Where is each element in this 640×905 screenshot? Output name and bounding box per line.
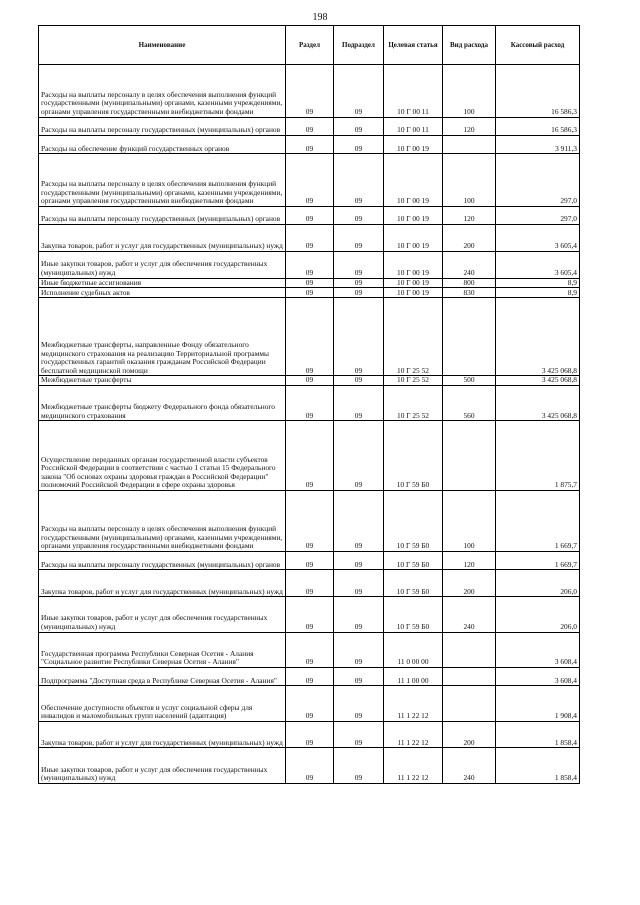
row-article-cell: 10 Г 00 19 <box>384 154 443 207</box>
table-row <box>39 117 580 135</box>
row-subsection-cell: 09 <box>334 224 384 251</box>
row-expense-type-cell: 120 <box>443 117 496 135</box>
row-amount-cell: 1 669,7 <box>496 490 580 551</box>
row-name-cell: Осуществление переданных органам государственной власти субъектов Российской Федерации в соответствии с частью 1 статьи 15 Федерального закона "Об основах охраны здоровья граждан в Российской Федерации" полномочий Российской Федерации в сфере охраны здоровья <box>39 421 286 491</box>
row-name-cell: Межбюджетные трансферты бюджету Федерального фонда обязательного медицинского страхования <box>39 385 286 420</box>
table-row <box>39 376 580 386</box>
row-amount-cell: 3 911,3 <box>496 135 580 153</box>
row-subsection-cell: 09 <box>334 721 384 748</box>
row-article-cell: 10 Г 25 52 <box>384 385 443 420</box>
row-subsection-cell: 09 <box>334 385 384 420</box>
row-name-cell: Расходы на выплаты персоналу в целях обеспечения выполнения функций государственными (муниципальными) органами, казенными учреждениями, органами управления государственными внебюджетными фондами <box>39 490 286 551</box>
row-expense-type-cell: 240 <box>443 748 496 783</box>
row-subsection-cell: 09 <box>334 570 384 597</box>
row-article-cell: 11 1 00 00 <box>384 667 443 685</box>
table-row <box>39 224 580 251</box>
row-expense-type-cell <box>443 686 496 721</box>
row-amount-cell: 297,0 <box>496 206 580 224</box>
row-subsection-cell: 09 <box>334 251 384 278</box>
row-name-cell: Расходы на обеспечение функций государственных органов <box>39 135 286 153</box>
row-subsection-cell: 09 <box>334 490 384 551</box>
row-amount-cell: 8,9 <box>496 278 580 288</box>
row-subsection-cell: 09 <box>334 376 384 386</box>
row-section-cell: 09 <box>286 135 334 153</box>
budget-table <box>38 25 580 784</box>
row-amount-cell: 3 605,4 <box>496 224 580 251</box>
table-row <box>39 686 580 721</box>
row-expense-type-cell: 200 <box>443 224 496 251</box>
row-amount-cell: 1 858,4 <box>496 748 580 783</box>
row-subsection-cell: 09 <box>334 288 384 298</box>
table-row <box>39 490 580 551</box>
row-subsection-cell: 09 <box>334 632 384 667</box>
row-amount-cell: 3 425 068,8 <box>496 385 580 420</box>
row-name-cell: Иные закупки товаров, работ и услуг для обеспечения государственных (муниципальных) нужд <box>39 748 286 783</box>
table-row <box>39 667 580 685</box>
row-section-cell: 09 <box>286 288 334 298</box>
row-section-cell: 09 <box>286 421 334 491</box>
row-section-cell: 09 <box>286 721 334 748</box>
row-section-cell: 09 <box>286 667 334 685</box>
row-section-cell: 09 <box>286 251 334 278</box>
row-section-cell: 09 <box>286 278 334 288</box>
row-section-cell: 09 <box>286 490 334 551</box>
row-name-cell: Расходы на выплаты персоналу в целях обеспечения выполнения функций государственными (муниципальными) органами, казенными учреждениями, органами управления государственными внебюджетными фондами <box>39 154 286 207</box>
row-article-cell: 10 Г 00 11 <box>384 117 443 135</box>
row-article-cell: 10 Г 59 Б0 <box>384 570 443 597</box>
row-name-cell: Иные бюджетные ассигнования <box>39 278 286 288</box>
page-number: 198 <box>312 12 328 23</box>
row-subsection-cell: 09 <box>334 206 384 224</box>
row-subsection-cell: 09 <box>334 117 384 135</box>
row-name-cell: Иные закупки товаров, работ и услуг для обеспечения государственных (муниципальных) нужд <box>39 251 286 278</box>
row-amount-cell: 3 608,4 <box>496 632 580 667</box>
row-name-cell: Закупка товаров, работ и услуг для государственных (муниципальных) нужд <box>39 721 286 748</box>
row-section-cell: 09 <box>286 552 334 570</box>
table-row <box>39 251 580 278</box>
row-article-cell: 10 Г 00 19 <box>384 135 443 153</box>
row-subsection-cell: 09 <box>334 135 384 153</box>
row-section-cell: 09 <box>286 376 334 386</box>
row-article-cell: 10 Г 59 Б0 <box>384 597 443 632</box>
table-row <box>39 154 580 207</box>
row-expense-type-cell: 100 <box>443 65 496 118</box>
row-expense-type-cell <box>443 667 496 685</box>
row-expense-type-cell <box>443 298 496 376</box>
table-row <box>39 632 580 667</box>
row-subsection-cell: 09 <box>334 154 384 207</box>
row-amount-cell: 8,9 <box>496 288 580 298</box>
row-section-cell: 09 <box>286 224 334 251</box>
column-header-cash-expense: Кассовый расход <box>496 26 580 65</box>
row-article-cell: 10 Г 00 19 <box>384 278 443 288</box>
row-expense-type-cell <box>443 632 496 667</box>
row-name-cell: Расходы на выплаты персоналу в целях обеспечения выполнения функций государственными (муниципальными) органами, казенными учреждениями, органами управления государственными внебюджетными фондами <box>39 65 286 118</box>
row-amount-cell: 3 605,4 <box>496 251 580 278</box>
row-article-cell: 10 Г 00 11 <box>384 65 443 118</box>
row-expense-type-cell: 560 <box>443 385 496 420</box>
row-name-cell: Расходы на выплаты персоналу государственных (муниципальных) органов <box>39 117 286 135</box>
row-amount-cell: 3 425 068,8 <box>496 298 580 376</box>
table-row <box>39 385 580 420</box>
row-article-cell: 11 1 22 12 <box>384 721 443 748</box>
row-expense-type-cell <box>443 135 496 153</box>
row-name-cell: Расходы на выплаты персоналу государственных (муниципальных) органов <box>39 206 286 224</box>
row-name-cell: Обеспечение доступности объектов и услуг социальной сферы для инвалидов и маломобильных групп населений (адаптация) <box>39 686 286 721</box>
row-section-cell: 09 <box>286 154 334 207</box>
row-expense-type-cell: 200 <box>443 570 496 597</box>
row-expense-type-cell: 120 <box>443 552 496 570</box>
row-expense-type-cell: 800 <box>443 278 496 288</box>
row-subsection-cell: 09 <box>334 278 384 288</box>
table-header-row <box>39 26 580 65</box>
row-name-cell: Закупка товаров, работ и услуг для государственных (муниципальных) нужд <box>39 224 286 251</box>
row-amount-cell: 16 586,3 <box>496 117 580 135</box>
row-section-cell: 09 <box>286 117 334 135</box>
table-row <box>39 65 580 118</box>
row-expense-type-cell: 240 <box>443 251 496 278</box>
row-amount-cell: 1 875,7 <box>496 421 580 491</box>
row-amount-cell: 1 858,4 <box>496 721 580 748</box>
row-expense-type-cell: 100 <box>443 154 496 207</box>
row-name-cell: Иные закупки товаров, работ и услуг для обеспечения государственных (муниципальных) нужд <box>39 597 286 632</box>
row-expense-type-cell: 500 <box>443 376 496 386</box>
row-name-cell: Подпрограмма "Доступная среда в Республике Северная Осетия - Алания" <box>39 667 286 685</box>
row-expense-type-cell: 100 <box>443 490 496 551</box>
table-row <box>39 298 580 376</box>
row-amount-cell: 297,0 <box>496 154 580 207</box>
row-article-cell: 11 1 22 12 <box>384 748 443 783</box>
column-header-subsection: Подраздел <box>334 26 384 65</box>
table-row <box>39 748 580 783</box>
row-amount-cell: 206,0 <box>496 570 580 597</box>
row-article-cell: 11 0 00 00 <box>384 632 443 667</box>
row-amount-cell: 1 908,4 <box>496 686 580 721</box>
table-row <box>39 597 580 632</box>
row-subsection-cell: 09 <box>334 748 384 783</box>
row-section-cell: 09 <box>286 748 334 783</box>
row-amount-cell: 1 669,7 <box>496 552 580 570</box>
row-subsection-cell: 09 <box>334 667 384 685</box>
row-expense-type-cell: 120 <box>443 206 496 224</box>
row-name-cell: Исполнение судебных актов <box>39 288 286 298</box>
column-header-target-article: Целевая статья <box>384 26 443 65</box>
table-row <box>39 570 580 597</box>
row-subsection-cell: 09 <box>334 597 384 632</box>
row-article-cell: 10 Г 00 19 <box>384 288 443 298</box>
row-amount-cell: 206,0 <box>496 597 580 632</box>
row-section-cell: 09 <box>286 686 334 721</box>
row-article-cell: 10 Г 25 52 <box>384 298 443 376</box>
row-subsection-cell: 09 <box>334 686 384 721</box>
row-article-cell: 10 Г 00 19 <box>384 206 443 224</box>
row-section-cell: 09 <box>286 632 334 667</box>
table-row <box>39 421 580 491</box>
column-header-section: Раздел <box>286 26 334 65</box>
column-header-expense-type: Вид расхода <box>443 26 496 65</box>
row-article-cell: 11 1 22 12 <box>384 686 443 721</box>
table-body <box>39 65 580 784</box>
row-amount-cell: 3 425 068,8 <box>496 376 580 386</box>
row-expense-type-cell: 240 <box>443 597 496 632</box>
table-row <box>39 288 580 298</box>
row-article-cell: 10 Г 00 19 <box>384 224 443 251</box>
table-row <box>39 206 580 224</box>
row-expense-type-cell: 200 <box>443 721 496 748</box>
row-article-cell: 10 Г 59 Б0 <box>384 490 443 551</box>
row-name-cell: Межбюджетные трансферты <box>39 376 286 386</box>
row-name-cell: Расходы на выплаты персоналу государственных (муниципальных) органов <box>39 552 286 570</box>
table-row <box>39 278 580 288</box>
table-row <box>39 552 580 570</box>
row-section-cell: 09 <box>286 65 334 118</box>
row-amount-cell: 3 608,4 <box>496 667 580 685</box>
table-row <box>39 721 580 748</box>
row-subsection-cell: 09 <box>334 65 384 118</box>
row-article-cell: 10 Г 25 52 <box>384 376 443 386</box>
row-subsection-cell: 09 <box>334 552 384 570</box>
row-section-cell: 09 <box>286 385 334 420</box>
row-section-cell: 09 <box>286 298 334 376</box>
row-section-cell: 09 <box>286 206 334 224</box>
row-article-cell: 10 Г 00 19 <box>384 251 443 278</box>
row-expense-type-cell: 830 <box>443 288 496 298</box>
row-amount-cell: 16 586,3 <box>496 65 580 118</box>
row-subsection-cell: 09 <box>334 298 384 376</box>
row-article-cell: 10 Г 59 Б0 <box>384 552 443 570</box>
row-article-cell: 10 Г 59 Б0 <box>384 421 443 491</box>
row-name-cell: Государственная программа Республики Северная Осетия - Алания "Социальное развитие Республики Северная Осетия - Алания" <box>39 632 286 667</box>
row-section-cell: 09 <box>286 597 334 632</box>
table-row <box>39 135 580 153</box>
row-expense-type-cell <box>443 421 496 491</box>
row-subsection-cell: 09 <box>334 421 384 491</box>
row-name-cell: Межбюджетные трансферты, направленные Фонду обязательного медицинского страхования на реализацию Территориальной программы государственных гарантий оказания гражданам Российской Федерации бесплатной медицинской помощи <box>39 298 286 376</box>
row-section-cell: 09 <box>286 570 334 597</box>
row-name-cell: Закупка товаров, работ и услуг для государственных (муниципальных) нужд <box>39 570 286 597</box>
column-header-name: Наименование <box>39 26 286 65</box>
